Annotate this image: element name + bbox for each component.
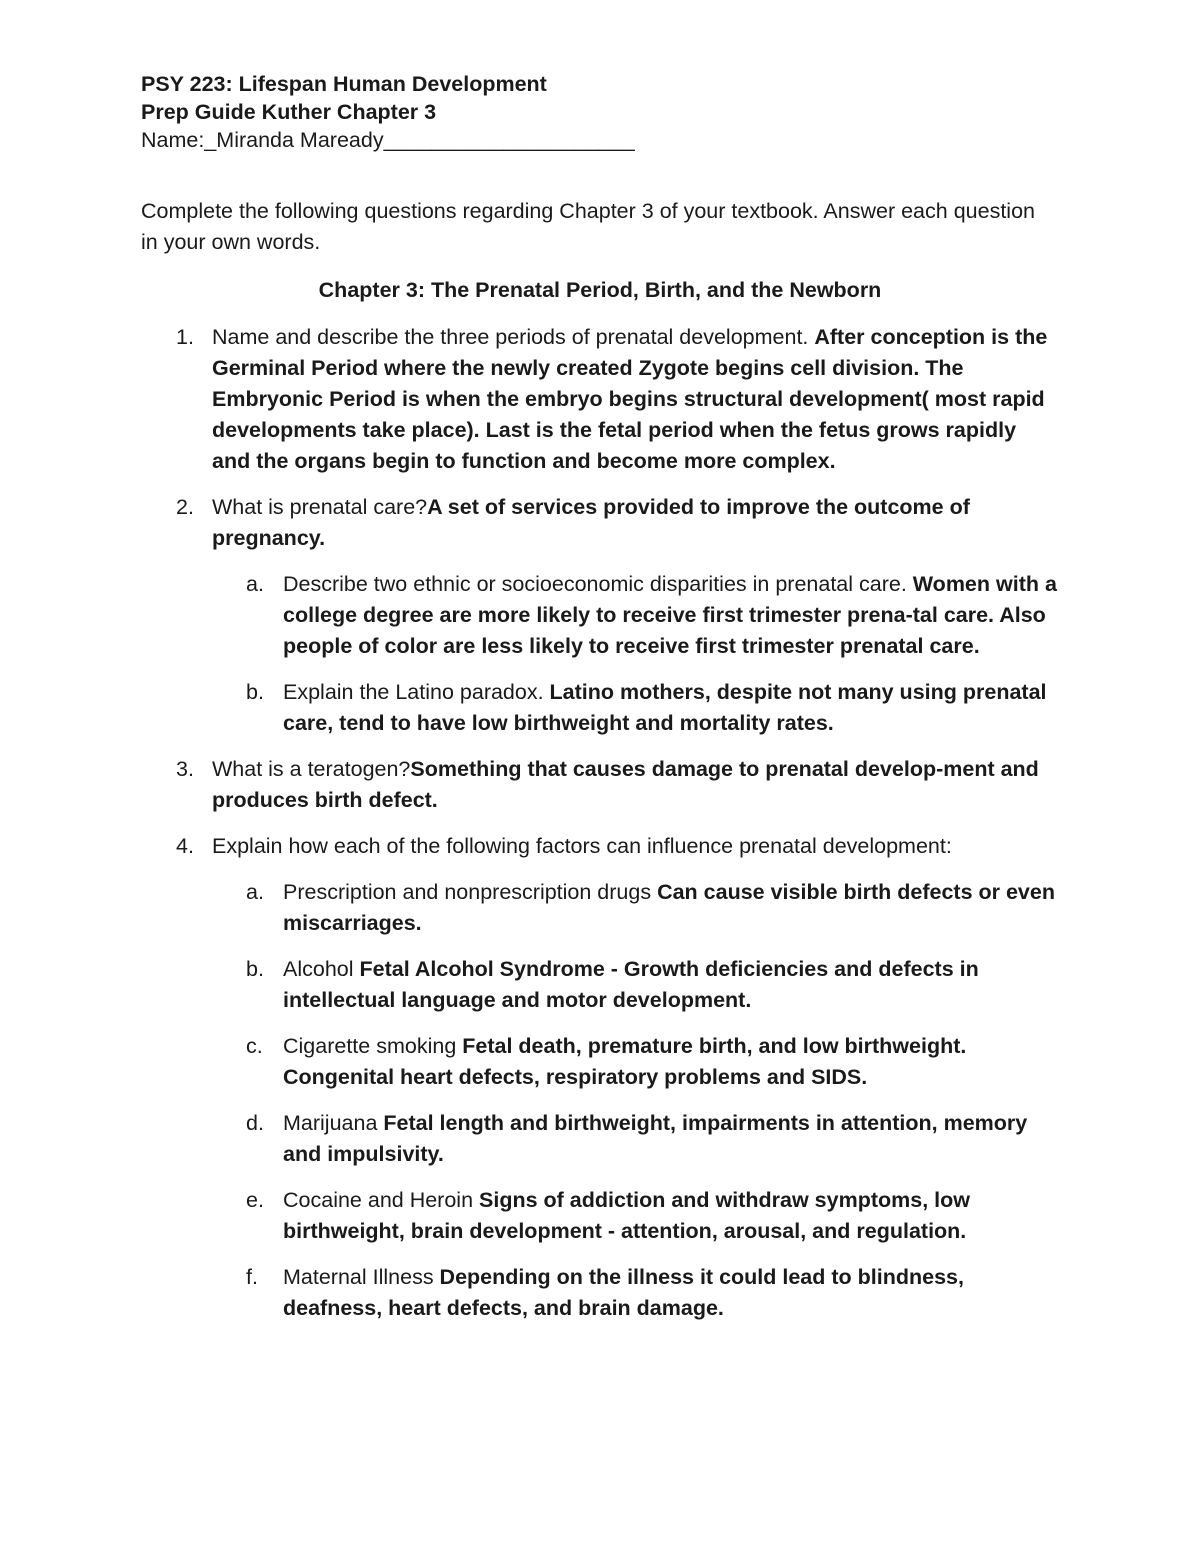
sub-question-prompt: Marijuana: [283, 1111, 384, 1135]
sub-question-answer: Women with a college degree are more likely to receive first trimester prena-tal care. Also people of color are less likely to receive first trimester prenatal care.: [283, 572, 1057, 658]
sub-question-answer: Depending on the illness it could lead to blindness, deafness, heart defects, and brain damage.: [283, 1265, 964, 1320]
sub-question-answer: Fetal Alcohol Syndrome - Growth deficiencies and defects in intellectual language and motor development.: [283, 957, 979, 1012]
sub-question-letter: c.: [246, 1034, 263, 1058]
course-title: PSY 223: Lifespan Human Development: [141, 72, 547, 96]
sub-question-letter: a.: [246, 572, 264, 596]
question-prompt: What is a teratogen?: [212, 757, 411, 781]
sub-question-list: [212, 877, 1058, 1324]
question-answer: Something that causes damage to prenatal develop-ment and produces birth defect.: [212, 757, 1039, 812]
sub-question-answer: Fetal length and birthweight, impairments in attention, memory and impulsivity.: [283, 1111, 1028, 1166]
sub-question-prompt: Cigarette smoking: [283, 1034, 463, 1058]
question-1: [141, 322, 1058, 477]
sub-question-list: [212, 569, 1058, 739]
question-answer: A set of services provided to improve the outcome of pregnancy.: [212, 495, 970, 550]
question-number: 1.: [176, 325, 194, 349]
sub-question-2b: [212, 677, 1058, 739]
sub-question-4a: [212, 877, 1058, 939]
sub-question-prompt: Explain the Latino paradox.: [283, 680, 550, 704]
guide-title: Prep Guide Kuther Chapter 3: [141, 100, 437, 124]
sub-question-letter: d.: [246, 1111, 264, 1135]
sub-question-prompt: Alcohol: [283, 957, 360, 981]
question-3: [141, 754, 1058, 816]
instructions: Complete the following questions regarding Chapter 3 of your textbook. Answer each question in your own words.: [141, 199, 1035, 254]
sub-question-2a: [212, 569, 1058, 662]
question-answer: After conception is the Germinal Period where the newly created Zygote begins cell division. The Embryonic Period is when the embryo begins structural development( most rapid developments take place). Last is the fetal period when the fetus grows rapidly and the organs begin to function and become more complex.: [212, 325, 1048, 473]
question-prompt: Name and describe the three periods of prenatal development.: [212, 325, 815, 349]
sub-question-letter: f.: [246, 1265, 258, 1289]
sub-question-letter: b.: [246, 680, 264, 704]
sub-question-prompt: Describe two ethnic or socioeconomic disparities in prenatal care.: [283, 572, 913, 596]
sub-question-prompt: Prescription and nonprescription drugs: [283, 880, 658, 904]
sub-question-prompt: Cocaine and Heroin: [283, 1188, 480, 1212]
sub-question-4e: [212, 1185, 1058, 1247]
question-number: 3.: [176, 757, 194, 781]
sub-question-answer: Can cause visible birth defects or even miscarriages.: [283, 880, 1055, 935]
question-prompt: Explain how each of the following factors can influence prenatal development:: [212, 834, 952, 858]
sub-question-letter: a.: [246, 880, 264, 904]
sub-question-prompt: Maternal Illness: [283, 1265, 440, 1289]
sub-question-answer: Latino mothers, despite not many using prenatal care, tend to have low birthweight and mortality rates.: [283, 680, 1047, 735]
question-number: 4.: [176, 834, 194, 858]
sub-question-4f: [212, 1262, 1058, 1324]
sub-question-4c: [212, 1031, 1058, 1093]
question-2: [141, 492, 1058, 739]
student-name-line: Name:_Miranda Maready_____________________: [141, 128, 635, 152]
question-number: 2.: [176, 495, 194, 519]
sub-question-letter: b.: [246, 957, 264, 981]
question-4: [141, 831, 1058, 1324]
sub-question-answer: Fetal death, premature birth, and low birthweight. Congenital heart defects, respiratory problems and SIDS.: [283, 1034, 967, 1089]
question-prompt: What is prenatal care?: [212, 495, 428, 519]
sub-question-answer: Signs of addiction and withdraw symptoms, low birthweight, brain development - attention, arousal, and regulation.: [283, 1188, 970, 1243]
question-list: [141, 322, 1080, 1324]
sub-question-4b: [212, 954, 1058, 1016]
chapter-title: Chapter 3: The Prenatal Period, Birth, and the Newborn: [318, 278, 882, 302]
sub-question-letter: e.: [246, 1188, 264, 1212]
sub-question-4d: [212, 1108, 1058, 1170]
